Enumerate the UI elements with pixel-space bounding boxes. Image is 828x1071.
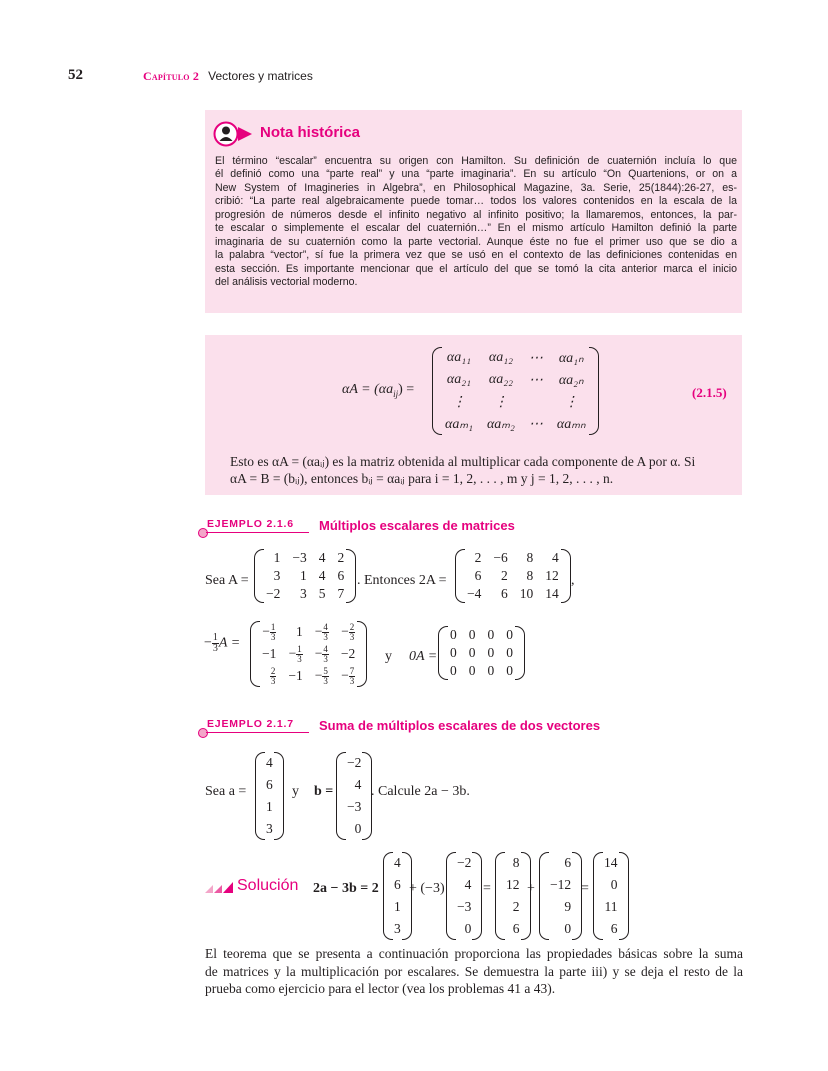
definition-text — [230, 453, 735, 487]
matrix-cell: 0 — [564, 921, 572, 936]
matrix-cell: αa₂ₙ — [558, 372, 584, 388]
matrix-cell: 6 — [266, 777, 273, 792]
vector-b — [336, 752, 372, 840]
matrix-A — [254, 549, 356, 603]
matrix-cell: 6 — [512, 921, 520, 936]
matrix-cell: 14 — [545, 586, 559, 601]
matrix-cell: 4 — [552, 550, 559, 565]
solution-vector-5 — [593, 852, 629, 940]
matrix-cell: −3 — [292, 550, 307, 565]
matrix-cell: αaₘ₁ — [445, 416, 473, 432]
matrix-cell: −1 — [288, 668, 303, 683]
note-line: del análisis vectorial moderno. — [215, 276, 358, 289]
matrix-zero-A — [438, 626, 525, 680]
matrix-cell: −2 — [266, 586, 281, 601]
matrix-cell: 0 — [610, 877, 618, 892]
solution-vector-4 — [539, 852, 582, 940]
matrix-2A — [455, 549, 571, 603]
note-line: cribió: “La parte real algebraicamente puede tomar… todos los valores contenidos en la escala de la — [215, 195, 737, 208]
definition-line: αA = B = (bᵢⱼ), entonces bᵢⱼ = αaᵢⱼ para i = 1, 2, . . . , m y j = 1, 2, . . . , n. — [230, 471, 614, 486]
equation-number: (2.1.5) — [692, 385, 727, 400]
matrix-cell: ⋯ — [528, 350, 543, 366]
matrix-cell: − $\frac{4}{3}$ — [314, 643, 328, 664]
matrix-neg-third-A — [250, 621, 367, 687]
matrix-cell: 0 — [506, 627, 513, 642]
matrix-cell: ⋮ — [564, 394, 579, 410]
historical-note-box — [205, 110, 742, 313]
matrix-cell: 0 — [450, 663, 457, 678]
matrix-cell: 0 — [450, 645, 457, 660]
matrix-cell: 8 — [526, 568, 534, 583]
matrix-cell: −4 — [467, 586, 482, 601]
matrix-cell: 7 — [337, 586, 345, 601]
matrix-cell: 0 — [487, 645, 495, 660]
matrix-cell: − $\frac{1}{3}$ — [262, 621, 276, 642]
historical-note-icon — [213, 121, 253, 147]
example2-sea: Sea a = — [205, 784, 247, 799]
matrix-cell: −1 — [262, 646, 277, 661]
chapter-title: Vectores y matrices — [208, 69, 313, 83]
matrix-cell: 1 — [273, 550, 281, 565]
matrix-cell: 6 — [474, 568, 482, 583]
example-title: Suma de múltiplos escalares de dos vectores — [319, 718, 601, 733]
example1-sea: Sea A = — [205, 573, 249, 588]
matrix-cell: 4 — [394, 855, 401, 870]
matrix-cell: 1 — [266, 799, 273, 814]
vector-a — [255, 752, 284, 840]
note-line: El término “escalar” encuentra su origen con Hamilton. Su definición de cuaternión incluía lo que — [215, 155, 737, 167]
matrix-cell: −6 — [493, 550, 508, 565]
matrix-cell: $\frac{2}{3}$ — [270, 665, 276, 686]
matrix-cell: −2 — [347, 755, 362, 770]
matrix-cell: 3 — [266, 821, 273, 836]
zero-A-lhs: 0A = — [409, 649, 438, 664]
matrix-cell: 0 — [468, 663, 476, 678]
vector-b-lhs: b = — [314, 784, 334, 799]
example-title: Múltiplos escalares de matrices — [319, 518, 515, 533]
note-line: New System of Imagineries in Algebra”, en Philosophical Magazine, 3a. Serie, 25(1844):26-27, es- — [215, 181, 737, 194]
matrix-cell: αa₂₂ — [488, 372, 513, 387]
matrix-cell: − $\frac{2}{3}$ — [341, 621, 355, 642]
matrix-cell: 5 — [318, 586, 326, 601]
matrix-cell — [522, 391, 550, 413]
solution-plus: + — [527, 881, 535, 896]
matrix-cell: 6 — [564, 855, 572, 870]
matrix-cell: − $\frac{7}{3}$ — [341, 665, 355, 686]
matrix-cell: 9 — [564, 899, 572, 914]
solution-arrow-icon — [205, 881, 235, 893]
matrix-cell: 8 — [512, 855, 520, 870]
matrix-grid — [438, 347, 593, 435]
matrix-cell: 0 — [450, 627, 457, 642]
historical-note-text — [215, 155, 737, 290]
matrix-cell: 12 — [545, 568, 559, 583]
example2-y: y — [292, 784, 299, 799]
page-number: 52 — [68, 67, 83, 83]
note-line: imaginaria de su cuaternión como la parte vectorial. Aunque éste no fue el primer uso que se dio a — [215, 235, 737, 248]
matrix-grid — [461, 549, 565, 603]
note-line: te escalar o simplemente el escalar del cuaternión…” En el mismo artículo Hamilton definió la parte — [215, 222, 737, 235]
matrix-cell: 4 — [464, 877, 472, 892]
solution-vector-1 — [383, 852, 412, 940]
scalar-multiple-matrix — [432, 347, 599, 435]
closing-paragraph — [205, 945, 743, 998]
matrix-cell: − $\frac{5}{3}$ — [314, 665, 328, 686]
matrix-cell: ⋮ — [451, 394, 466, 410]
definition-lhs: $\alpha A = (\alpha a_{ij})$ = — [342, 382, 415, 399]
matrix-cell: αa₂₁ — [446, 372, 472, 387]
note-line: progresión de números desde el infinito negativo al infinito positivo; la llamaremos, entonces, la par- — [215, 208, 737, 221]
example1-y: y — [385, 649, 392, 664]
solution-label: Solución — [237, 877, 299, 894]
matrix-cell: 6 — [501, 586, 508, 601]
historical-note-title: Nota histórica — [260, 124, 361, 141]
definition-box — [205, 335, 742, 495]
matrix-cell: 1 — [300, 568, 307, 583]
definition-line: Esto es αA = (αaᵢⱼ) es la matriz obtenida al multiplicar cada componente de A por α. Si — [230, 454, 696, 469]
note-line: esta sección. Es importante mencionar que el artículo del que se tomó la cita anterior marca el inicio — [215, 262, 737, 275]
example-label: EJEMPLO 2.1.6 — [207, 518, 294, 530]
solution-lhs: 2a − 3b = 2 — [313, 881, 379, 896]
matrix-cell: 6 — [610, 921, 618, 936]
note-line: él definió como una “parte real” y una “parte imaginaria”. En su artículo “On Quartenions, or on a — [215, 168, 737, 181]
matrix-cell: 3 — [394, 921, 401, 936]
matrix-cell: 0 — [354, 821, 362, 836]
matrix-cell: 1 — [394, 899, 401, 914]
matrix-cell: 0 — [468, 645, 476, 660]
matrix-cell: 0 — [487, 627, 495, 642]
matrix-cell: 1 — [296, 624, 303, 639]
matrix-cell: − $\frac{4}{3}$ — [314, 621, 328, 642]
closing-line: de matrices y la multiplicación por escalares. Se demuestra la parte iii) y se deja el resto de la — [205, 963, 743, 979]
matrix-cell: αa₁ₙ — [558, 350, 584, 366]
matrix-grid — [256, 621, 361, 687]
matrix-cell: 11 — [604, 899, 618, 914]
matrix-cell: 12 — [506, 877, 520, 892]
matrix-cell: 10 — [519, 586, 534, 601]
solution-vector-3 — [495, 852, 531, 940]
matrix-cell: ⋮ — [493, 394, 508, 410]
solution-vector-2 — [446, 852, 482, 940]
matrix-cell: ⋯ — [528, 416, 543, 432]
matrix-cell: − $\frac{1}{3}$ — [288, 643, 302, 664]
matrix-cell: 4 — [318, 568, 326, 583]
matrix-cell: 4 — [354, 777, 362, 792]
chapter-label: Capítulo 2 — [143, 69, 200, 83]
matrix-cell: 0 — [468, 627, 476, 642]
matrix-cell: 0 — [506, 663, 513, 678]
solution-equals: = — [483, 881, 491, 896]
example-label: EJEMPLO 2.1.7 — [207, 718, 294, 730]
closing-line: prueba como ejercicio para el lector (vea los problemas 41 a 43). — [205, 981, 556, 996]
matrix-cell: 2 — [337, 550, 345, 565]
matrix-cell: ⋯ — [528, 372, 543, 388]
closing-line: El teorema que se presenta a continuación proporciona las propiedades básicas sobre la suma — [205, 946, 743, 961]
matrix-cell: −2 — [457, 855, 472, 870]
example-underline — [206, 532, 309, 533]
matrix-cell: 2 — [512, 899, 520, 914]
matrix-cell: 4 — [318, 550, 326, 565]
solution-plus-minus3: + (−3) — [409, 881, 445, 896]
matrix-cell: −3 — [347, 799, 362, 814]
matrix-cell: −2 — [340, 646, 356, 661]
matrix-cell: 3 — [273, 568, 281, 583]
matrix-cell: αaₘₙ — [556, 416, 586, 432]
example2-calc: . Calcule 2a − 3b. — [371, 784, 470, 799]
matrix-cell: 0 — [464, 921, 472, 936]
matrix-cell: −3 — [457, 899, 472, 914]
matrix-cell: 0 — [487, 663, 495, 678]
matrix-cell: 14 — [604, 855, 618, 870]
example1-entonces: . Entonces 2A = — [357, 573, 447, 588]
neg-third-lhs: − $\frac{1}{3}$ A = — [204, 632, 241, 654]
example-underline — [206, 732, 309, 733]
matrix-cell: 2 — [501, 568, 508, 583]
matrix-cell: 4 — [266, 755, 273, 770]
solution-equals: = — [581, 881, 589, 896]
matrix-cell: αa₁₁ — [446, 350, 472, 365]
matrix-cell: 2 — [474, 550, 482, 565]
matrix-cell: −12 — [550, 877, 572, 892]
example-heading — [198, 518, 528, 540]
matrix-grid — [444, 626, 519, 680]
matrix-cell: αa₁₂ — [488, 350, 513, 365]
matrix-cell: 8 — [526, 550, 534, 565]
running-header — [143, 69, 313, 84]
matrix-cell: 0 — [506, 645, 513, 660]
matrix-cell: 3 — [300, 586, 307, 601]
matrix-cell: αaₘ₂ — [486, 416, 515, 432]
matrix-grid — [260, 549, 350, 603]
matrix-cell: 6 — [337, 568, 345, 583]
matrix-cell: 6 — [394, 877, 401, 892]
example1-comma: , — [571, 573, 575, 588]
example-heading — [198, 718, 618, 740]
note-line: la palabra “vector”, sí fue la primera vez que se usó en el contexto de las definiciones contenidas en — [215, 249, 737, 262]
